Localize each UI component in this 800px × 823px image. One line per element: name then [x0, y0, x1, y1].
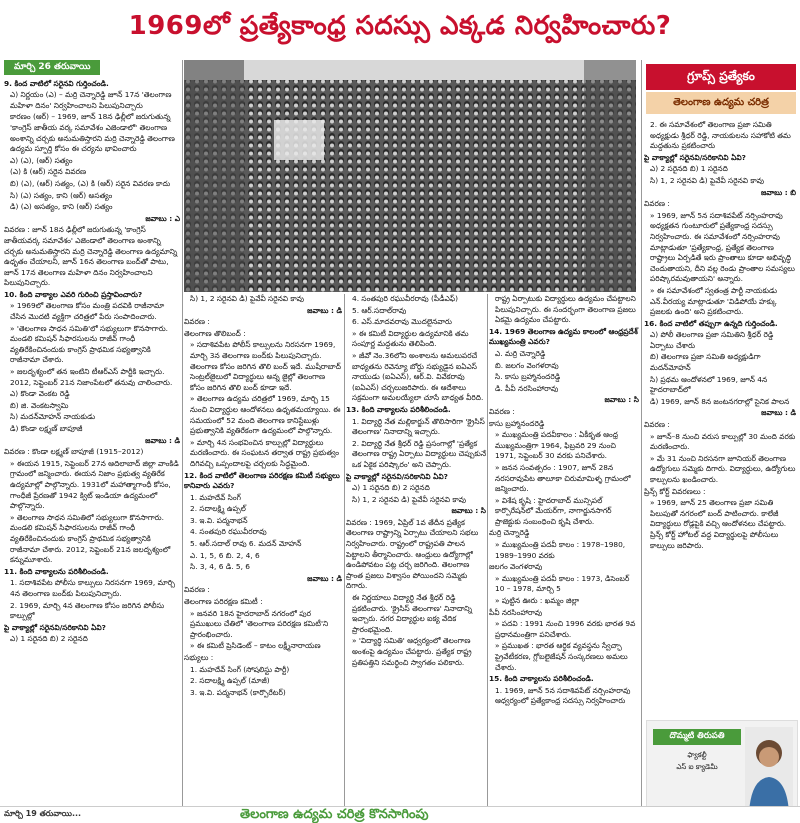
- paragraph-text: తెలంగాణ పరిరక్షణ కమిటీ :: [184, 597, 263, 607]
- article-column-4: [489, 294, 639, 816]
- paragraph-text: వివరణ : 1969, ఏప్రిల్ 1వ తేదీన ప్రత్యేక తెలంగాణ రాష్ట్రాన్ని ఏర్పాటు చేయాలని సభలు నిర్వహించారు. రాష్ట్రంలో రాష్ట్రపతి పాలన పెట్టాలని తీర్మానించారు. ఆంధ్రులు ఉద్యోగాల్లో ఉండిపోవటం పట్ల చర్చ జరిగింది. తెలంగాణ ప్రాంత ప్రజలు విశ్వాసం పోయిందని సమ్మెకు దిగారు.: [346, 517, 479, 591]
- column-5-content: [644, 120, 796, 551]
- paragraph-text: 5. ఆర్.సదాల్‌రావు: [352, 305, 407, 315]
- paragraph-text: 2. సదాలక్ష్మి ఉప్పల్ (మాజీ): [190, 676, 270, 686]
- paragraph-text: 2. సదాలక్ష్మి ఉప్పల్: [190, 504, 246, 514]
- group-special-banner: గ్రూప్స్ ప్రత్యేకం: [646, 64, 796, 90]
- paragraph-text: » ఈ కమిటీ ప్రెసిడెంట్ – కాటం లక్ష్మీనారాయణ: [190, 641, 321, 651]
- paragraph-text: 1. సదాశివపేట పోలీసు కాల్పులు నిరసనగా 1969, మార్చి 4న తెలంగాణ బంద్‌కు పిలుపునిచ్చారు.: [10, 578, 176, 598]
- column-divider: [641, 60, 642, 816]
- paragraph-text: బి) తెలంగాణ ప్రజా సమితి అధ్యక్షుడిగా మదన్‌మోహన్: [650, 352, 761, 373]
- paragraph-text: సి. 3, 4, 6 డి. 5, 6: [190, 562, 251, 572]
- paragraph-text: ఎ) పోలీ తెలంగాణ ప్రజా సమితిని శ్రీధర్ రెడ్డి ఏర్పాటు చేశారు: [650, 330, 774, 350]
- paragraph-text: వివరణ :: [184, 317, 210, 327]
- question-text: 11. కింది వాక్యాలను పరిశీలించండి.: [4, 566, 109, 576]
- paragraph-text: » విశేష కృషి : హైదరాబాద్ మున్సిపల్ కార్పొరేషన్‌లో మేయర్‌గా, నాగార్జునసాగర్ ప్రాజెక్టుకు సంబంధించి కృషి చేశారు.: [495, 495, 612, 526]
- paragraph-text: » 'తెలంగాణ సాధన సమితి'లో సభ్యులుగా కొనసాగారు. మండలి కమిషన్ సిఫారసులను రాజీవ్ గాంధీ వ్యతిరేకించినందుకు కాంగ్రెస్ ప్రాథమిక సభ్యత్వానికి రాజీనామా చేశారు.: [10, 323, 169, 365]
- paragraph-text: » జనవరి 18న హైదరాబాద్ నగరంలో పుర ప్రముఖులు చేతిలో 'తెలంగాణ పరిరక్షణ కమిటీ'ని ప్రారంభించారు.: [190, 608, 329, 639]
- paragraph-text: వివరణ :: [644, 199, 670, 209]
- paragraph-text: డి) 1969, జూన్ 8న జంటనగరాల్లో సైనిక పాలన: [650, 396, 790, 406]
- crowd-photo: [184, 60, 636, 292]
- paragraph-text: బి. జలగం వెంగళరావు: [495, 360, 559, 370]
- group-subtitle: తెలంగాణ ఉద్యమ చరిత్ర: [646, 92, 796, 114]
- paragraph-text: వివరణ :: [489, 406, 515, 416]
- paragraph-text: » 1969, జూన్ 5న సదాశివపేట్ నర్సింహరావు అధ్యక్షతన గుంటూరులో ప్రత్యేకాంధ్ర సదస్సు నిర్వహించారు. ఈ సమావేశంలో నర్సింహరావు మాట్లాడుతూ 'ప్రత్యేకాంధ్ర, ప్రత్యేక తెలంగాణ రాష్ట్రాలు ఏర్పడితే ఇరు ప్రాంతాలు కూడా అభివృద్ధి చెందుతాయని, దీని వల్ల రెండు ప్రాంతాల సమస్యలు పరిష్కారమవుతాయని' అన్నారు.: [650, 210, 795, 284]
- paragraph-text: 1. 1969, జూన్ 5న సదాశివపేట్ నర్సింహరావు ఆధ్వర్యంలో ప్రత్యేకాంధ్ర సదస్సు నిర్వహించారు: [495, 685, 631, 706]
- paragraph-text: సి) 1, 2 సరైనవి డి) పైవేవీ సరైనవి కావు: [190, 294, 304, 303]
- paragraph-text: ఎ. 1, 5, 6 బి. 2, 4, 6: [190, 550, 260, 560]
- paragraph-text: ఎ) 1 సరైనది బి) 2 సరైనది: [10, 634, 88, 644]
- paragraph-text: ఎ) (ఎ), (ఆర్) సత్యం: [10, 155, 73, 165]
- question-text: 16. కింద వాటిలో తప్పుగా ఉన్నది గుర్తించండి.: [644, 318, 778, 328]
- answer-text: జవాబు : బి: [760, 187, 796, 197]
- page-headline-bar: [0, 0, 800, 58]
- question-text: 12. కింద వాటిలో తెలంగాణ పరిరక్షణ కమిటీ సభ్యులు కానివారు ఎవరు?: [184, 470, 340, 491]
- paragraph-text: » తెలంగాణ ఉద్యమ చరిత్రలో 1969, మార్చి 15 నుంచి విద్యార్థుల ఆందోళనలు ఉధృతమయ్యాయి. ఈ సమయంలో 52 మంది తెలంగాణ కానిస్టేబుళ్లు ప్రభుత్వానికి వ్యతిరేకంగా ఉద్యమంలో పాల్గొన్నారు.: [190, 394, 341, 436]
- paragraph-text: » జీవో నెం.36లోని అంశాలను అమలుపరచే బాధ్యతను రెవెన్యూ బోర్డు సభ్యుడైన ఐఏఎస్ నాయుడు (ఐఏఎస్), ఆర్.వి. వివేకరావు (ఐఏఎస్) చర్చలుజరిపారు. ఈ ఆదేశాలు సక్రమంగా అమలయ్యేలా చూసే బాధ్యత వీరిది.: [352, 350, 484, 403]
- paragraph-text: సి) 1, 2 సరైనవి డి) పైవేవీ సరైనవి కావు: [650, 175, 764, 185]
- paragraph-text: » ఈ సమావేశంలో స్వతంత్ర పార్టీ నాయకుడు ఎన్.వీరయ్య మాట్లాడుతూ 'విడిపోయే హక్కు ప్రజలకు ఉంది' అని ప్రకటించారు.: [650, 285, 778, 317]
- question-text: 14. 1969 తెలంగాణ ఉద్యమ కాలంలో ఆంధ్రప్రదేశ్ ముఖ్యమంత్రి ఎవరు?: [489, 326, 638, 347]
- paragraph-text: సి. కాసు బ్రహ్మానందరెడ్డి: [495, 372, 561, 382]
- paragraph-text: వివరణ : కొండా లక్ష్మణ్ బాపూజీ (1915–2012): [4, 447, 144, 457]
- answer-text: జవాబు : డి: [307, 573, 342, 583]
- paragraph-text: 2. ఈ సమావేశంలో తెలంగాణ ప్రజా సమితి అధ్యక్షుడు శ్రీధర్ రెడ్డి, నాయకులను సహాకోటి తమ మద్దతును ప్రకటించారు: [650, 120, 791, 151]
- paragraph-text: ఎ) 2 సరైనది బి) 1 సరైనది: [650, 164, 728, 174]
- paragraph-text: డి) కొండా లక్ష్మణ్ బాపూజీ: [10, 424, 83, 433]
- paragraph-text: 2. 1969, మార్చి 4న తెలంగాణ కోసం జరిగిన పోలీసు కాల్పుల్లో: [10, 600, 165, 621]
- column-divider: [487, 294, 488, 816]
- author-photo-icon: [745, 727, 793, 813]
- paragraph-text: 1. మహదేవ్ సింగ్ (సోషలిస్టు పార్టీ): [190, 664, 290, 674]
- paragraph-text: తెలంగాణ తొలిబంద్ :: [184, 328, 246, 338]
- section-tag: మార్చి 26 తరువాయి: [4, 60, 100, 75]
- paragraph-text: ప్రిన్స్ కోర్ట్ వివరణలు :: [644, 486, 706, 496]
- article-column-1: [4, 60, 180, 816]
- answer-text: జవాబు : ఎ: [145, 213, 180, 223]
- paragraph-text: జలగం వెంగళరావు: [489, 562, 543, 572]
- column-1-content: [4, 79, 180, 645]
- article-column-3: [346, 294, 486, 816]
- author-institute: ఎస్ ఐ క్యాడెమీ: [676, 763, 718, 771]
- paragraph-text: » సదాశివపేట పోలీస్ కాల్పులను నిరసనగా 1969, మార్చి 3న తెలంగాణ బంద్‌కు పిలుపునిచ్చారు. తెలంగాణ కోసం జరిగిన తొలి బంద్ ఇదే. ముషీరాబాద్ సెంట్రల్‌జైలులో విద్యార్థులు అన్న జైల్లో తెలంగాణ కోసం జరిగిన తొలి బంద్ కూడా ఇదే.: [190, 340, 341, 392]
- paragraph-text: డి) (ఎ) అసత్యం, కాని (ఆర్) సత్యం: [10, 202, 113, 212]
- paragraph-text: వివరణ : జూన్ 18న ఢిల్లీలో జరుగుతున్న 'కాంగ్రెస్ జాతీయవర్క సమావేశం' ఎజెండాలో తెలంగాణ అంశాన్ని చర్చకు అనుమతిస్తారని మర్రి చెన్నారెడ్డి తెలంగాణ ఉద్యమాన్ని ఉధృతం చేయాలనీ, జూన్ 16న తెలంగాణ బంద్‌తో పాటు, జూన్ 17న తెలంగాణ మహిళా దినం నిర్వహించాలని పిలుపునిచ్చారు.: [4, 225, 178, 288]
- continuation-tag: మార్చి 19 తరువాయి...: [4, 809, 82, 818]
- author-box: [646, 720, 798, 818]
- column-divider: [182, 60, 183, 816]
- paragraph-text: » జనన సంవత్సరం : 1907, జూన్ 28న నరసరావుపేట తాలూకా చిరుమామిళ్ళ గ్రామంలో జన్మించారు.: [495, 462, 631, 494]
- paragraph-text: » ప్రముఖత : భారత ఆర్థిక వ్యవస్థను స్వేచ్ఛా ప్రైవేటీకరణ, గ్లోబలైజేషన్ సంస్కరణలు అమలు చేశారు.: [495, 641, 628, 672]
- paragraph-text: సభ్యులు :: [184, 653, 214, 662]
- paragraph-text: » ఈయన 1915, సెప్టెంబర్ 27న ఆదిలాబాద్ జిల్లా వాంకిడి గ్రామంలో జన్మించారు. ఈయన నిజాం ప్రభుత్వ వ్యతిరేక ఉద్యమాల్లో పాల్గొన్నారు. 1931లో మహాత్మాగాంధీ కోసం, గాంధీజీ ప్రేరణతో 1942 క్విట్ ఇండియా ఉద్యమంలో పాల్గొన్నారు.: [10, 458, 179, 511]
- paragraph-text: డి. పీవీ నరసింహారావు: [495, 383, 559, 393]
- question-text: పై వాక్యాల్లో సరైనవి/సరికానివి ఏవి?: [4, 622, 106, 632]
- author-name: దొమ్మటి తిరుపతి: [653, 729, 741, 745]
- paragraph-text: » ముఖ్యమంత్రి పదవీ కాలం : 1973, డిసెంబర్ 10 – 1978, మార్చి 5: [495, 573, 630, 594]
- paragraph-text: ఎ) 1 సరైనది బి) 2 సరైనది: [352, 483, 430, 493]
- answer-text: జవాబు : డి: [307, 305, 342, 315]
- paragraph-text: 4. సంతపురి రఘువీరరావు: [190, 527, 267, 537]
- paragraph-text: 3. ఇ.వి. పద్మనాభన్ (కార్పొరేటర్): [190, 687, 286, 697]
- column-3-content: [346, 294, 486, 668]
- paragraph-text: » 'విద్యార్థి సమితి' ఆధ్వర్యంలో తెలంగాణ అంశంపై ఉద్యమం చేపట్టారు. ప్రత్యేక రాష్ట్ర ప్రతిపత్తిని సమర్థించి స్వాగతం పలికారు.: [352, 636, 472, 667]
- paragraph-text: ఎ) నిర్ణయం (ఎ) – మర్రి చెన్నారెడ్డి జూన్ 17న 'తెలంగాణ మహిళా దినం' నిర్వహించాలని పిలుపునిచ్చారు: [10, 90, 172, 110]
- question-text: 9. కింద వాటిలో సరైనవి గుర్తించండి.: [4, 78, 109, 88]
- author-role: ఫ్యాకల్టీ: [687, 751, 707, 759]
- paragraph-text: సి) ప్రథమ ఆందోళనలో 1969, జూన్ 4న హైదరాబాద్‌లో: [650, 374, 768, 395]
- answer-text: జవాబు : డి: [145, 435, 180, 445]
- paragraph-text: » జలదృశ్యంలో తన ఇంటిని టీఆర్ఎస్ పార్టీకి ఇచ్చారు. 2012, సెప్టెంబర్ 21న నిజాంపేటలో తనువు చాలించారు.: [10, 367, 173, 387]
- paragraph-text: 1. మహదేవ్ సింగ్: [190, 492, 241, 502]
- paragraph-text: » పదవి : 1991 నుంచి 1996 వరకు భారత 9వ ప్రధానమంత్రిగా పనిచేశారు.: [495, 619, 636, 639]
- question-text: 15. కింది వాక్యాలను పరిశీలించండి.: [489, 674, 594, 684]
- paragraph-text: బి) (ఎ), (ఆర్) సత్యం, (ఎ) కి (ఆర్) సరైన వివరణ కాదు: [10, 178, 171, 188]
- article-column-2: [184, 294, 342, 816]
- bottom-strip: [0, 806, 800, 823]
- paragraph-text: » తెలంగాణ సాధన సమితిలో సభ్యులుగా కొనసాగారు. మండలి కమిషన్ సిఫారసులను రాజీవ్ గాంధీ వ్యతిరేకించినందుకు కాంగ్రెస్ ప్రాథమిక సభ్యత్వానికి రాజీనామా చేశారు. 2012, సెప్టెంబర్ 21న జలదృశ్యంలో కన్నుమూశారు.: [10, 512, 171, 565]
- paragraph-text: » మార్చి 4న సంభవించిన కాల్పుల్లో విద్యార్థులు మరణించారు. ఈ సంఘటన తర్వాత రాష్ట్ర ప్రభుత్వం దిగివచ్చి ఒప్పందాలపై చర్చలకు సిద్ధమైంది.: [190, 437, 340, 468]
- paragraph-text: » పుట్టిన ఊరు : ఖమ్మం జిల్లా: [495, 596, 580, 606]
- column-4-content: [489, 294, 639, 707]
- paragraph-text: » ముఖ్యమంత్రి పదవీకాలం : ఏకీకృత ఆంధ్ర ముఖ్యమంత్రిగా 1964, ఫిబ్రవరి 29 నుంచి 1971, సెప్టెంబర్ 30 వరకు పనిచేశారు.: [495, 430, 619, 461]
- paragraph-text: 2. విద్యార్థి నేత శ్రీధర్ రెడ్డి ప్రసంగాల్లో 'ప్రత్యేక తెలంగాణ రాష్ట్ర ఏర్పాటు విద్యార్థులు చెప్పుకునే ఒక ఏకైక పరిష్కారం' అని చెప్పారు.: [352, 438, 486, 469]
- paragraph-text: 6. ఎస్.మాదవరావు మొదలైనవారు: [352, 317, 452, 327]
- answer-text: జవాబు : డి: [761, 408, 796, 418]
- paragraph-text: » జూన్–8 నుంచి వరుస కాల్పుల్లో 30 మంది వరకు మరణించారు.: [650, 431, 796, 452]
- paragraph-text: సి) (ఎ) సత్యం, కాని (ఆర్) అసత్యం: [10, 190, 113, 200]
- paragraph-text: 1. విద్యార్థి నేత మల్లికార్జున్ తొలిసారిగా 'క్రైసిస్ తెలంగాణ' నినాదాన్ని ఇచ్చారు.: [352, 416, 485, 437]
- next-article-headline: తెలంగాణ ఉద్యమ చరిత్ర కొనసాగింపు: [240, 807, 429, 822]
- paragraph-text: కాసు బ్రహ్మానందరెడ్డి: [489, 418, 545, 428]
- paragraph-text: ఈ నిర్ణయాలు విద్యార్థి నేత శ్రీధర్ రెడ్డి ప్రకటించారు. 'క్రైసిస్ తెలంగాణ' నినాదాన్ని ఇచ్చారు. నగర విద్యార్థుల ఐక్య వేదిక ప్రారంభమైంది.: [352, 593, 473, 634]
- paragraph-text: సి) మదన్‌మోహన్ నాయకుడు: [10, 412, 96, 422]
- question-text: పై వాక్యాల్లో సరైనవి/సరికానివి ఏవి?: [644, 152, 746, 162]
- paragraph-text: ఎ. మర్రి చెన్నారెడ్డి: [495, 348, 546, 358]
- paragraph-text: (ఎ) కి (ఆర్) సరైన వివరణ: [10, 167, 87, 177]
- paragraph-text: సి) 1, 2 సరైనవి డి) పైవేవీ సరైనవి కావు: [352, 494, 466, 504]
- page-headline: 1969లో ప్రత్యేకాంధ్ర సదస్సు ఎక్కడ నిర్వహించారు?: [128, 11, 672, 41]
- paragraph-text: ఎ) కొండా వెంకట రెడ్డి: [10, 389, 70, 399]
- paragraph-text: వివరణ :: [644, 420, 670, 430]
- article-column-5: [644, 120, 796, 716]
- paragraph-text: కారణం (ఆర్) – 1969, జూన్ 18న ఢిల్లీలో జరుగుతున్న 'కాంగ్రెస్ జాతీయ వర్క సమావేశం ఎజెండాలో' తెలంగాణ అంశాన్ని చర్చకు అనుమతిస్తారని మర్రి చెన్నారెడ్డి తెలంగాణ ఉద్యమ స్ఫూర్తి కోసం ఈ చర్యను భావించారు: [10, 112, 175, 154]
- paragraph-text: 5. ఆర్.సదాల్ రావు 6. మదన్ మోహన్: [190, 539, 302, 549]
- answer-text: జవాబు : సి: [604, 395, 639, 405]
- column-2-content: [184, 294, 342, 698]
- question-text: పై వాక్యాల్లో సరైనవి/సరికానివి ఏవి?: [346, 471, 448, 481]
- crowd-photo-graphic: [184, 60, 636, 292]
- paragraph-text: » ఈ కమిటీ విద్యార్థుల ఉద్యమానికి తమ సంపూర్ణ మద్దతును తెలిపింది.: [352, 328, 469, 349]
- paragraph-text: 4. సంతపురి రఘువీరరావు (పీడీఎఫ్): [352, 294, 459, 303]
- paragraph-text: రాష్ట్ర ఏర్పాటుకు విద్యార్థులు ఉద్యమం చేపట్టాలని పిలుపునిచ్చారు. ఈ సందర్భంగా తెలంగాణ ప్రజలు ఏకమై ఉద్యమం చేపట్టారు.: [495, 294, 636, 325]
- paragraph-text: » 1969లో తెలంగాణ కోసం మంత్రి పదవికి రాజీనామా చేసిన మొదటి వ్యక్తిగా చరిత్రలో పేరు సంపాదించారు.: [10, 301, 165, 322]
- question-text: 13. కింది వాక్యాలను పరిశీలించండి.: [346, 404, 451, 414]
- column-divider: [344, 294, 345, 816]
- paragraph-text: బి) జి. వెంకటస్వామి: [10, 400, 69, 410]
- paragraph-text: పీవీ నరసింహారావు: [489, 607, 543, 617]
- paragraph-text: » ముఖ్యమంత్రి పదవీ కాలం : 1978–1980, 1989–1990 వరకు: [495, 540, 626, 560]
- paragraph-text: వివరణ :: [184, 585, 210, 595]
- answer-text: జవాబు : సి: [451, 506, 486, 516]
- paragraph-text: మర్రి చెన్నారెడ్డి: [489, 528, 530, 538]
- paragraph-text: » 1969, జూన్ 25 తెలంగాణ ప్రజా సమితి పిలుపుతో నగరంలో బంద్ పాటించారు. కాలేజీ విద్యార్థులు రోడ్లపైకి వచ్చి ఆందోళనలు చేపట్టారు. ప్రిన్స్ కోర్ట్ హోటల్ వద్ద విద్యార్థులపై పోలీసులు కాల్పులు జరిపారు.: [650, 498, 787, 550]
- paragraph-text: » మే 31 నుంచి నిరసనగా జూనియర్ తెలంగాణ ఉద్యోగులు సమ్మెకు దిగారు. విద్యార్థులు, ఉద్యోగులు కాల్పులను ఖండించారు.: [650, 453, 796, 484]
- question-text: 10. కింది వాక్యాల ఎవరి గురించి ప్రస్తావించారు?: [4, 289, 143, 299]
- paragraph-text: 3. ఇ.వి. పద్మనాభన్: [190, 515, 248, 525]
